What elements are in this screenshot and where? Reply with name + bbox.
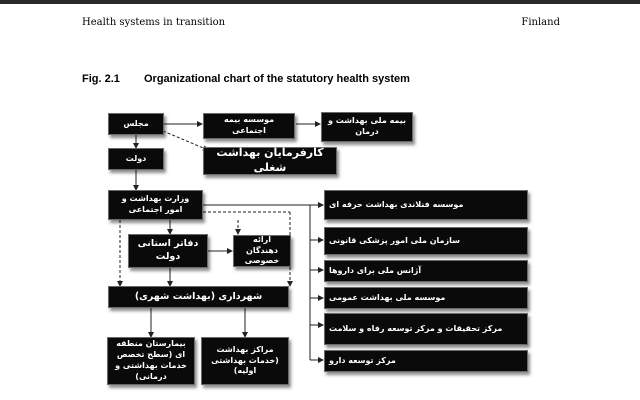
social-insurance-box: موسسه بیمه اجتماعی (203, 113, 295, 139)
occupational-health-institute-box: موسسه فنلاندی بهداشت حرفه ای (324, 190, 528, 220)
provincial-offices-box: دفاتر استانی دولت (128, 234, 208, 268)
running-header-title: Health systems in transition (82, 17, 226, 28)
drug-development-centre-box: مرکز توسعه دارو (324, 350, 528, 372)
figure-title: Organizational chart of the statutory health system (144, 73, 410, 85)
private-providers-box: ارائه دهندگان خصوصی (233, 235, 291, 267)
national-health-insurance-box: بیمه ملی بهداشت و درمان (321, 112, 413, 142)
regional-hospitals-box: بیمارستان منطقه ای (سطح تخصص خدمات بهداشتی و درمانی) (107, 337, 195, 385)
municipality-box: شهرداری (بهداشت شهری) (108, 286, 289, 308)
health-centres-box: مراکز بهداشت (خدمات بهداشتی اولیه) (201, 337, 289, 385)
public-health-institute-box: موسسه ملی بهداشت عمومی (324, 287, 528, 309)
figure-label: Fig. 2.1 (82, 73, 120, 85)
occupational-employers-box: کارفرمایان بهداشت شغلی (203, 147, 337, 175)
running-header-country: Finland (521, 17, 560, 28)
medicines-agency-box: آژانس ملی برای داروها (324, 260, 528, 282)
stakes-box: مرکز تحقیقات و مرکز توسعه رفاه و سلامت (324, 313, 528, 345)
medicolegal-authority-box: سازمان ملی امور پزشکی قانونی (324, 227, 528, 255)
government-box: دولت (108, 148, 164, 170)
ministry-box: وزارت بهداشت و امور اجتماعی (108, 190, 203, 220)
majlis-box: مجلس (108, 113, 164, 135)
